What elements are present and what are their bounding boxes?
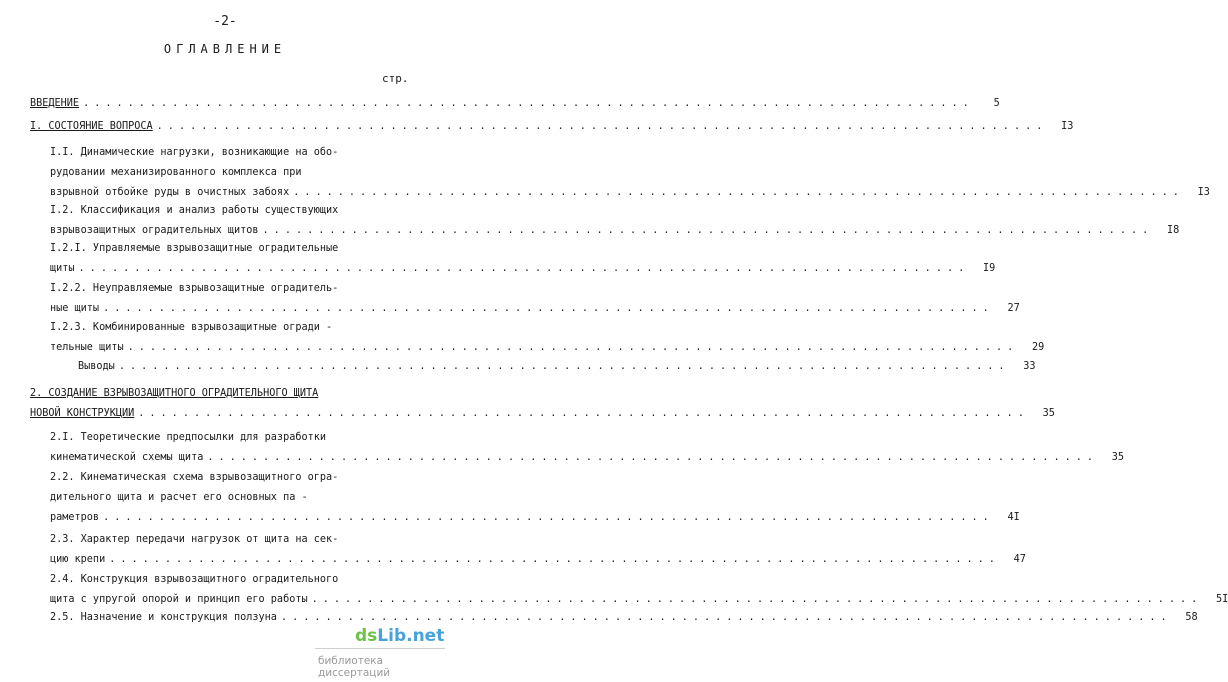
toc-entry-text: взрывной отбойке руды в очистных забоях	[50, 187, 290, 198]
toc-entry-text: 2.2. Кинематическая схема взрывозащитного огра-	[50, 472, 339, 483]
toc-entry-text: дительного щита и расчет его основных па -	[50, 492, 308, 503]
toc-entry	[50, 279, 1020, 319]
toc-entry	[30, 94, 1000, 114]
dot-leader: ................................................................................	[280, 612, 1172, 623]
toc-entry-text: I. СОСТОЯНИЕ ВОПРОСА	[30, 121, 153, 132]
toc-page-number: 29	[1032, 342, 1045, 353]
toc-entry-text: ВВЕДЕНИЕ	[30, 98, 80, 109]
page-title: ОГЛАВЛЕНИЕ	[163, 42, 287, 56]
toc-page-number: 35	[1111, 452, 1125, 463]
toc-entry-text: ные щиты	[50, 303, 100, 314]
toc-page-number: I8	[1166, 225, 1180, 236]
toc-page-number: I9	[982, 263, 996, 274]
toc-page-number: I3	[1197, 187, 1210, 198]
toc-page-number: 47	[1013, 554, 1026, 565]
dot-leader: ................................................................................	[78, 263, 970, 274]
toc-entry-text: тельные щиты	[50, 342, 124, 353]
toc-entry	[50, 570, 1228, 610]
dot-leader: ................................................................................	[262, 225, 1154, 236]
toc-page-number: 5	[993, 98, 1000, 109]
toc-page-number: I3	[1061, 121, 1074, 132]
toc-entry	[50, 143, 1210, 203]
toc-entry-text: I.I. Динамические нагрузки, возникающие на обо-	[50, 147, 339, 158]
dot-leader: ................................................................................	[311, 594, 1203, 605]
toc-entry-text: 2.4. Конструкция взрывозащитного оградительного	[50, 574, 339, 585]
watermark-logo: dsLib.net	[355, 626, 445, 646]
toc-entry	[50, 239, 996, 279]
toc-entry	[50, 428, 1125, 468]
dot-leader: ................................................................................	[83, 98, 974, 109]
toc-entry	[30, 117, 1074, 137]
toc-page-number: 4I	[1007, 512, 1020, 523]
dot-leader: ................................................................................	[118, 361, 1010, 372]
toc-entry-text: 2.I. Теоретические предпосылки для разработки	[50, 432, 327, 443]
toc-entry-text: НОВОЙ КОНСТРУКЦИИ	[30, 408, 135, 419]
toc-entry	[50, 608, 1198, 628]
dot-leader: ................................................................................	[127, 342, 1019, 353]
dot-leader: ................................................................................	[103, 303, 994, 314]
dot-leader: ................................................................................	[138, 408, 1029, 419]
toc-entry-text: I.2.I. Управляемые взрывозащитные оградительные	[50, 243, 339, 254]
page-column-label: стр.	[382, 72, 409, 85]
toc-page-number: 27	[1007, 303, 1020, 314]
toc-entry-text: Выводы	[78, 361, 115, 372]
watermark-divider	[315, 648, 445, 649]
toc-entry	[78, 357, 1036, 377]
toc-entry-text: цию крепи	[50, 554, 106, 565]
page-number: -2-	[213, 14, 237, 29]
toc-entry	[50, 318, 1045, 358]
toc-entry-text: 2. СОЗДАНИЕ ВЗРЫВОЗАЩИТНОГО ОГРАДИТЕЛЬНОГО ЩИТА	[30, 388, 319, 399]
toc-entry	[30, 384, 1055, 424]
toc-entry-text: I.2. Классификация и анализ работы существующих	[50, 205, 339, 216]
toc-page-number: 33	[1023, 361, 1036, 372]
dot-leader: ................................................................................	[207, 452, 1099, 463]
dot-leader: ................................................................................	[109, 554, 1000, 565]
toc-entry	[50, 201, 1180, 241]
toc-entry	[50, 468, 1020, 528]
toc-entry-text: щиты	[50, 263, 75, 274]
toc-entry-text: I.2.2. Неуправляемые взрывозащитные оградитель-	[50, 283, 339, 294]
toc-entry	[50, 530, 1026, 570]
toc-entry-text: взрывозащитных оградительных щитов	[50, 225, 259, 236]
toc-entry-text: кинематической схемы щита	[50, 452, 204, 463]
watermark-subtitle: библиотека диссертаций	[318, 655, 391, 679]
toc-page-number: 35	[1042, 408, 1055, 419]
dot-leader: ................................................................................	[156, 121, 1048, 132]
dot-leader: ................................................................................	[293, 187, 1184, 198]
toc-entry-text: 2.5. Назначение и конструкция ползуна	[50, 612, 277, 623]
toc-entry-text: раметров	[50, 512, 100, 523]
toc-page-number: 5I	[1216, 594, 1228, 605]
toc-entry-text: рудовании механизированного комплекса при	[50, 167, 302, 178]
toc-entry-text: щита с упругой опорой и принцип его работы	[50, 594, 308, 605]
toc-entry-text: 2.3. Характер передачи нагрузок от щита на сек-	[50, 534, 339, 545]
toc-page-number: 58	[1185, 612, 1198, 623]
dot-leader: ................................................................................	[103, 512, 994, 523]
toc-entry-text: I.2.3. Комбинированные взрывозащитные огради -	[50, 322, 333, 333]
